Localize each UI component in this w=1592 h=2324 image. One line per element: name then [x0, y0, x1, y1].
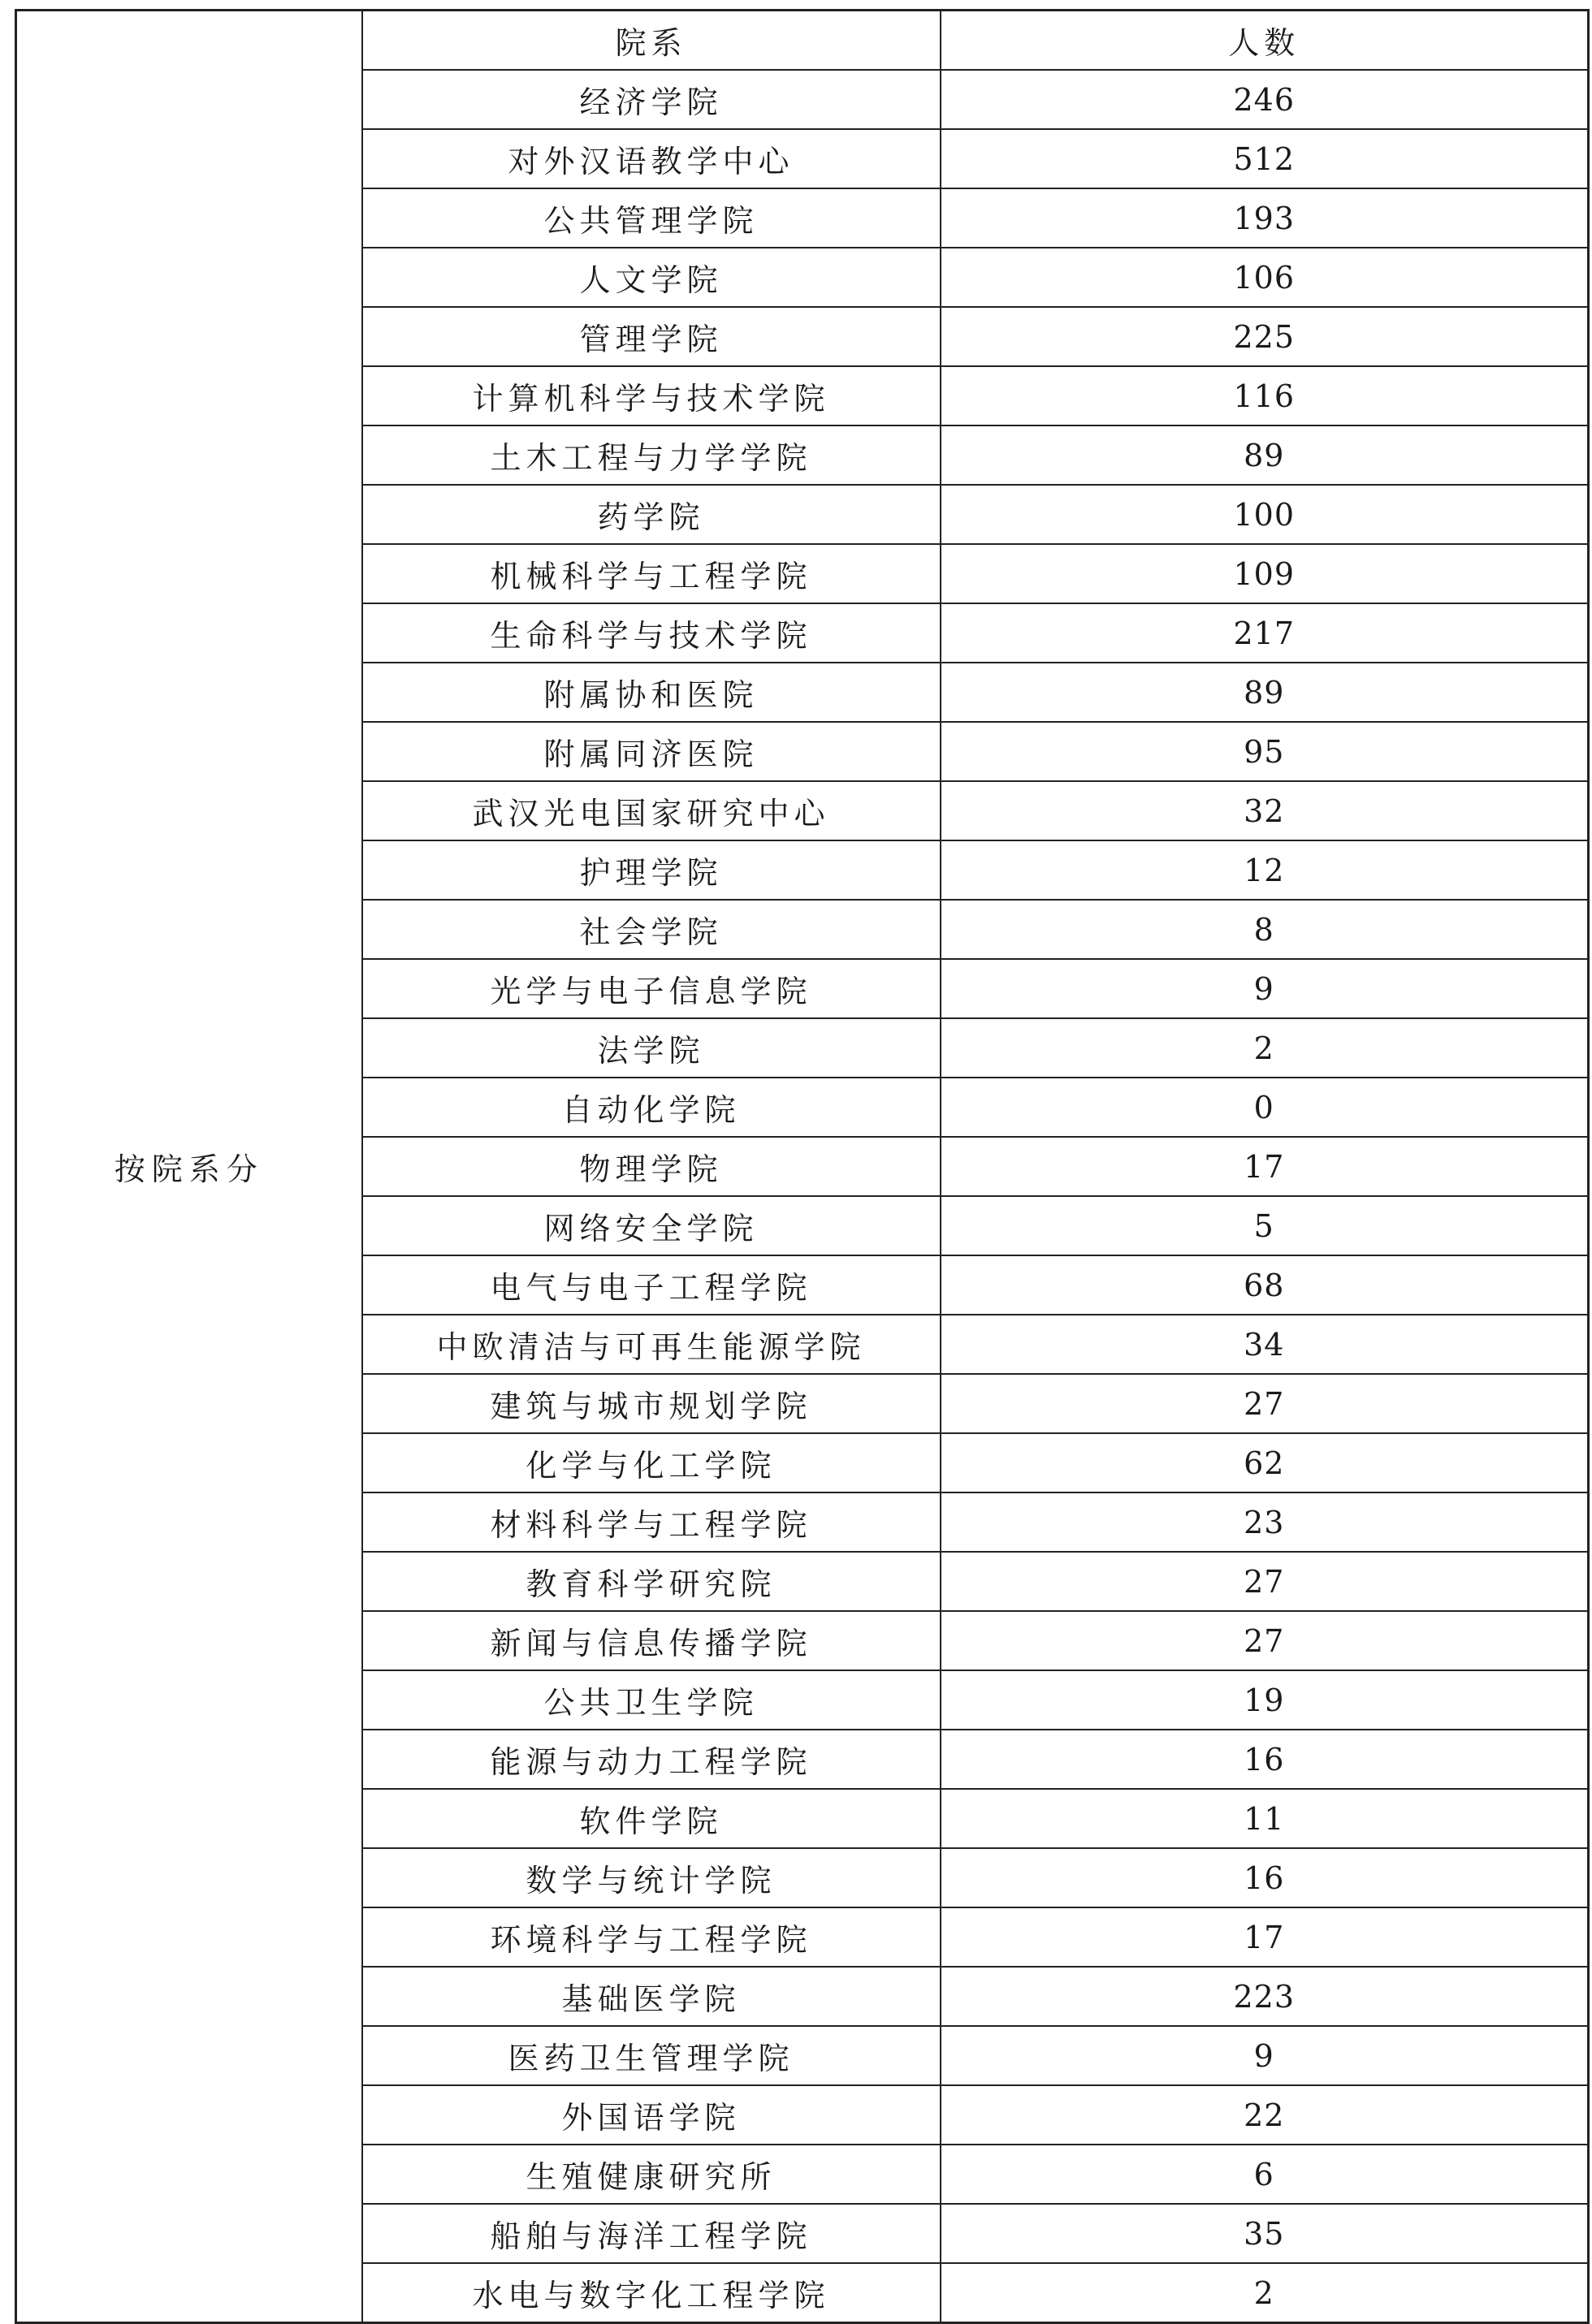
- count-cell: 116: [941, 366, 1589, 425]
- dept-cell: 外国语学院: [362, 2085, 941, 2145]
- dept-cell: 生殖健康研究所: [362, 2145, 941, 2204]
- count-cell: 2: [941, 2263, 1589, 2323]
- dept-cell: 护理学院: [362, 840, 941, 900]
- dept-cell: 附属协和医院: [362, 663, 941, 722]
- count-cell: 34: [941, 1315, 1589, 1374]
- count-cell: 32: [941, 781, 1589, 840]
- dept-cell: 管理学院: [362, 307, 941, 366]
- dept-cell: 物理学院: [362, 1137, 941, 1196]
- dept-cell: 新闻与信息传播学院: [362, 1611, 941, 1670]
- count-cell: 109: [941, 544, 1589, 603]
- dept-cell: 建筑与城市规划学院: [362, 1374, 941, 1433]
- header-count-cell: 人数: [941, 11, 1589, 71]
- count-cell: 27: [941, 1611, 1589, 1670]
- count-cell: 22: [941, 2085, 1589, 2145]
- dept-cell: 人文学院: [362, 248, 941, 307]
- dept-cell: 社会学院: [362, 900, 941, 959]
- count-cell: 0: [941, 1078, 1589, 1137]
- dept-cell: 船舶与海洋工程学院: [362, 2204, 941, 2263]
- count-cell: 106: [941, 248, 1589, 307]
- dept-cell: 能源与动力工程学院: [362, 1730, 941, 1789]
- dept-cell: 公共卫生学院: [362, 1670, 941, 1730]
- dept-cell: 附属同济医院: [362, 722, 941, 781]
- count-cell: 89: [941, 425, 1589, 485]
- dept-cell: 基础医学院: [362, 1967, 941, 2026]
- count-cell: 16: [941, 1730, 1589, 1789]
- header-row: [16, 11, 1589, 71]
- count-cell: 11: [941, 1789, 1589, 1848]
- count-cell: 9: [941, 2026, 1589, 2085]
- count-cell: 19: [941, 1670, 1589, 1730]
- dept-cell: 生命科学与技术学院: [362, 603, 941, 663]
- dept-cell: 经济学院: [362, 70, 941, 129]
- count-cell: 35: [941, 2204, 1589, 2263]
- count-cell: 100: [941, 485, 1589, 544]
- count-cell: 62: [941, 1433, 1589, 1492]
- dept-cell: 计算机科学与技术学院: [362, 366, 941, 425]
- dept-cell: 土木工程与力学学院: [362, 425, 941, 485]
- count-cell: 512: [941, 129, 1589, 188]
- dept-cell: 药学院: [362, 485, 941, 544]
- count-cell: 2: [941, 1018, 1589, 1078]
- count-cell: 9: [941, 959, 1589, 1018]
- count-cell: 8: [941, 900, 1589, 959]
- count-cell: 17: [941, 1137, 1589, 1196]
- group-label-cell: 按院系分: [16, 11, 362, 2323]
- count-cell: 68: [941, 1255, 1589, 1315]
- dept-cell: 网络安全学院: [362, 1196, 941, 1255]
- count-cell: 6: [941, 2145, 1589, 2204]
- count-cell: 16: [941, 1848, 1589, 1907]
- count-cell: 225: [941, 307, 1589, 366]
- count-cell: 27: [941, 1374, 1589, 1433]
- count-cell: 17: [941, 1907, 1589, 1967]
- count-cell: 217: [941, 603, 1589, 663]
- dept-cell: 水电与数字化工程学院: [362, 2263, 941, 2323]
- dept-cell: 公共管理学院: [362, 188, 941, 248]
- count-cell: 12: [941, 840, 1589, 900]
- dept-cell: 自动化学院: [362, 1078, 941, 1137]
- dept-cell: 医药卫生管理学院: [362, 2026, 941, 2085]
- count-cell: 223: [941, 1967, 1589, 2026]
- department-statistics-table: [15, 9, 1590, 2324]
- table-body: [16, 11, 1589, 2323]
- header-dept-cell: 院系: [362, 11, 941, 71]
- count-cell: 89: [941, 663, 1589, 722]
- count-cell: 95: [941, 722, 1589, 781]
- count-cell: 5: [941, 1196, 1589, 1255]
- dept-cell: 教育科学研究院: [362, 1552, 941, 1611]
- dept-cell: 数学与统计学院: [362, 1848, 941, 1907]
- dept-cell: 电气与电子工程学院: [362, 1255, 941, 1315]
- count-cell: 193: [941, 188, 1589, 248]
- dept-cell: 中欧清洁与可再生能源学院: [362, 1315, 941, 1374]
- count-cell: 246: [941, 70, 1589, 129]
- dept-cell: 机械科学与工程学院: [362, 544, 941, 603]
- department-statistics-table-container: [15, 9, 1587, 2313]
- count-cell: 23: [941, 1492, 1589, 1552]
- dept-cell: 化学与化工学院: [362, 1433, 941, 1492]
- dept-cell: 环境科学与工程学院: [362, 1907, 941, 1967]
- count-cell: 27: [941, 1552, 1589, 1611]
- dept-cell: 材料科学与工程学院: [362, 1492, 941, 1552]
- dept-cell: 对外汉语教学中心: [362, 129, 941, 188]
- dept-cell: 武汉光电国家研究中心: [362, 781, 941, 840]
- dept-cell: 法学院: [362, 1018, 941, 1078]
- dept-cell: 光学与电子信息学院: [362, 959, 941, 1018]
- dept-cell: 软件学院: [362, 1789, 941, 1848]
